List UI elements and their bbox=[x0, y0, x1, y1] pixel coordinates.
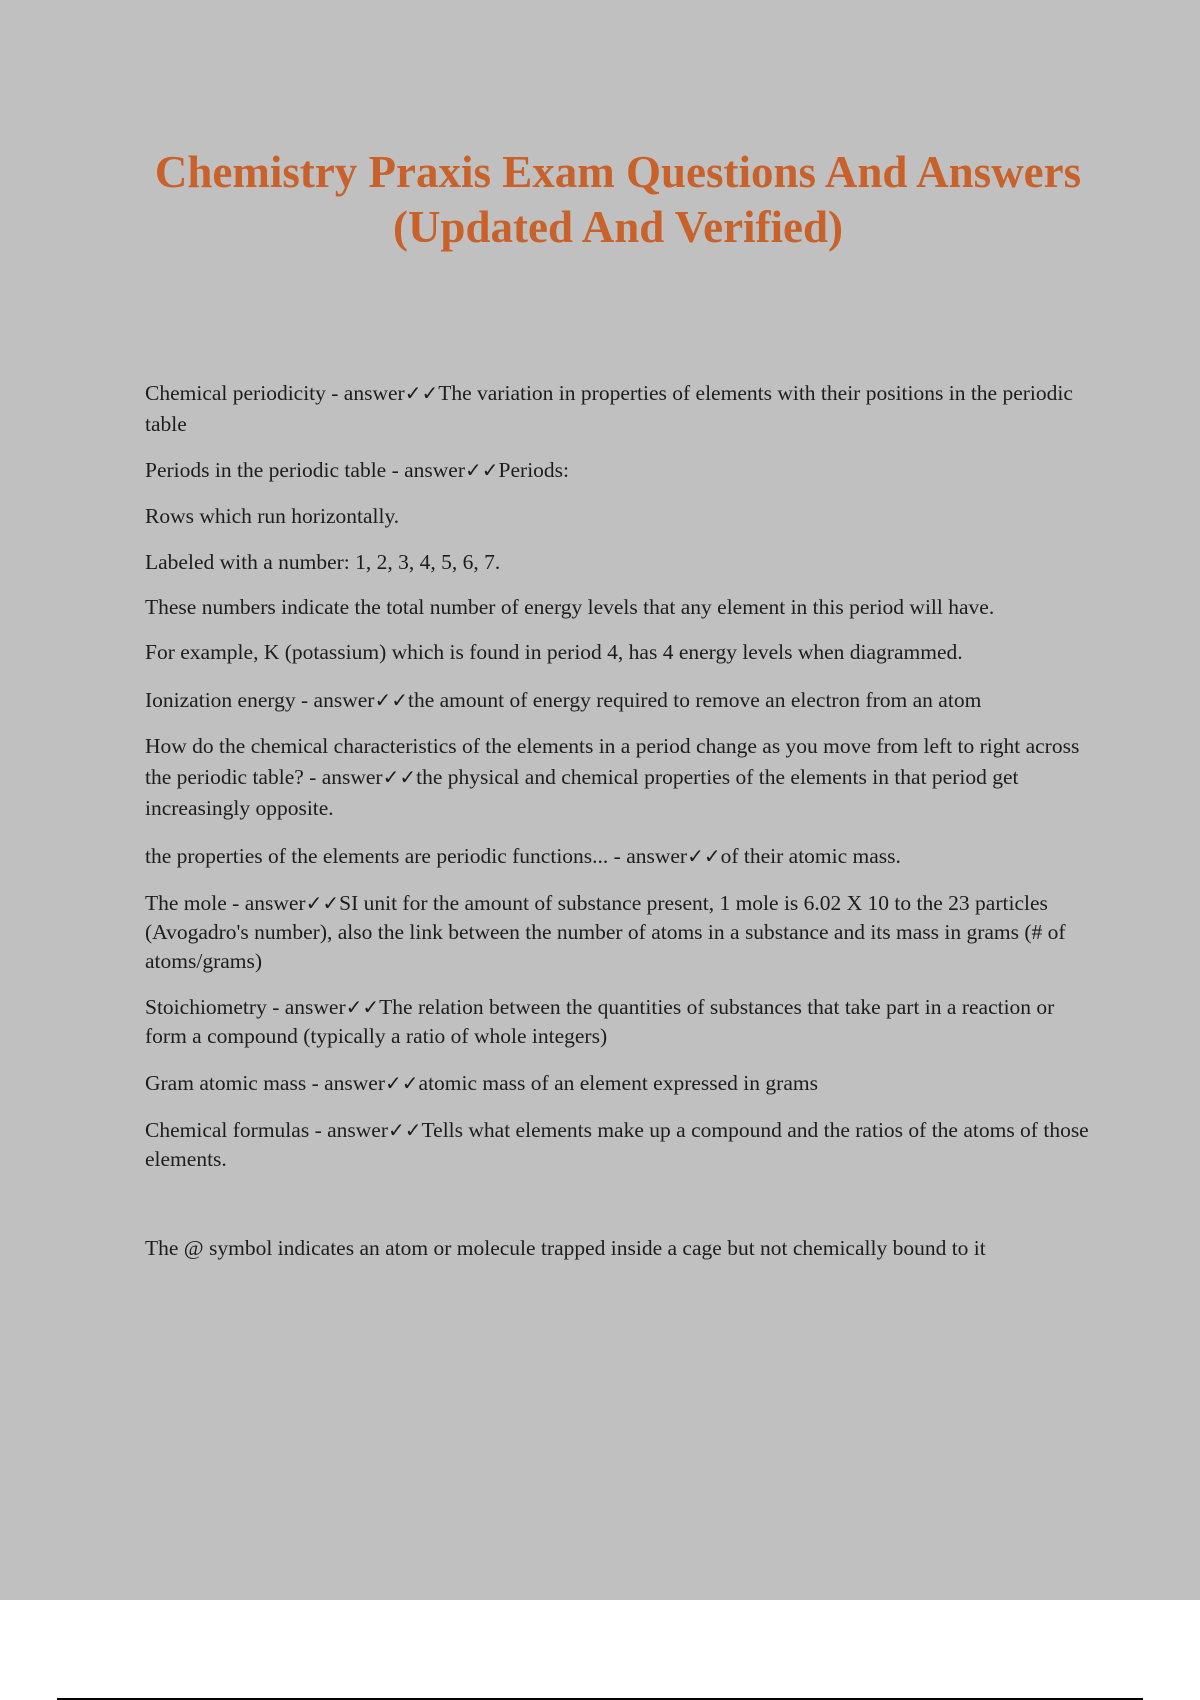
text-paragraph: Rows which run horizontally. bbox=[145, 504, 400, 528]
entry-answer: Tells what elements make up a compound and the ratios of the atoms of those elements. bbox=[145, 1118, 1089, 1171]
qa-entry bbox=[145, 841, 1090, 872]
qa-entry bbox=[145, 1068, 1090, 1099]
checkmark-icon: ✓✓ bbox=[305, 891, 340, 915]
text-paragraph: These numbers indicate the total number of energy levels that any element in this period will have. bbox=[145, 595, 995, 619]
checkmark-icon: ✓✓ bbox=[385, 1071, 419, 1095]
checkmark-icon: ✓✓ bbox=[404, 381, 439, 405]
qa-entry bbox=[145, 685, 1090, 716]
qa-entry bbox=[145, 455, 1090, 486]
entry-term: Stoichiometry - answer bbox=[145, 995, 346, 1019]
checkmark-icon: ✓✓ bbox=[374, 688, 408, 712]
document-body bbox=[145, 378, 1090, 1263]
entry-answer: The variation in properties of elements with their positions in the periodic table bbox=[145, 381, 1073, 436]
text-paragraph: Labeled with a number: 1, 2, 3, 4, 5, 6, 7. bbox=[145, 550, 501, 574]
text-paragraph: For example, K (potassium) which is found in period 4, has 4 energy levels when diagrammed. bbox=[145, 640, 963, 664]
entry-answer: the amount of energy required to remove an electron from an atom bbox=[407, 688, 982, 712]
qa-entry bbox=[145, 993, 1090, 1051]
qa-entry bbox=[145, 1116, 1090, 1174]
checkmark-icon: ✓✓ bbox=[687, 844, 721, 868]
checkmark-icon: ✓✓ bbox=[345, 995, 380, 1019]
entry-term: Periods in the periodic table - answer bbox=[145, 458, 466, 482]
checkmark-icon: ✓✓ bbox=[382, 765, 417, 789]
entry-answer: of their atomic mass. bbox=[720, 844, 901, 868]
entry-term: the properties of the elements are periodic functions... - answer bbox=[145, 844, 688, 868]
qa-entry bbox=[145, 378, 1090, 440]
entry-term: The mole - answer bbox=[145, 891, 306, 915]
qa-entry bbox=[145, 731, 1090, 824]
entry-answer: SI unit for the amount of substance present, 1 mole is 6.02 X 10 to the 23 particles (Avogadro's number), also the link between the number of atoms in a substance and its mass in grams (# of atoms/grams) bbox=[145, 891, 1066, 973]
entry-term: Ionization energy - answer bbox=[145, 688, 375, 712]
checkmark-icon: ✓✓ bbox=[388, 1118, 422, 1142]
document-title: Chemistry Praxis Exam Questions And Answers (Updated And Verified) bbox=[154, 147, 1082, 252]
qa-entry bbox=[145, 889, 1090, 976]
entry-term: Chemical periodicity - answer bbox=[145, 381, 405, 405]
entry-term: Chemical formulas - answer bbox=[145, 1118, 388, 1142]
entry-term: How do the chemical characteristics of the elements in a period change as you move from left to right across the periodic table? - answer bbox=[145, 734, 1080, 789]
entry-answer: Periods: bbox=[498, 458, 570, 482]
checkmark-icon: ✓✓ bbox=[465, 458, 499, 482]
entry-answer: the physical and chemical properties of the elements in that period get increasingly opposite. bbox=[145, 765, 1019, 820]
entry-answer: The relation between the quantities of substances that take part in a reaction or form a compound (typically a ratio of whole integers) bbox=[145, 995, 1055, 1048]
entry-answer: atomic mass of an element expressed in grams bbox=[418, 1071, 818, 1095]
entry-term: Gram atomic mass - answer bbox=[145, 1071, 386, 1095]
text-paragraph: The @ symbol indicates an atom or molecule trapped inside a cage but not chemically bound to it bbox=[145, 1236, 986, 1260]
